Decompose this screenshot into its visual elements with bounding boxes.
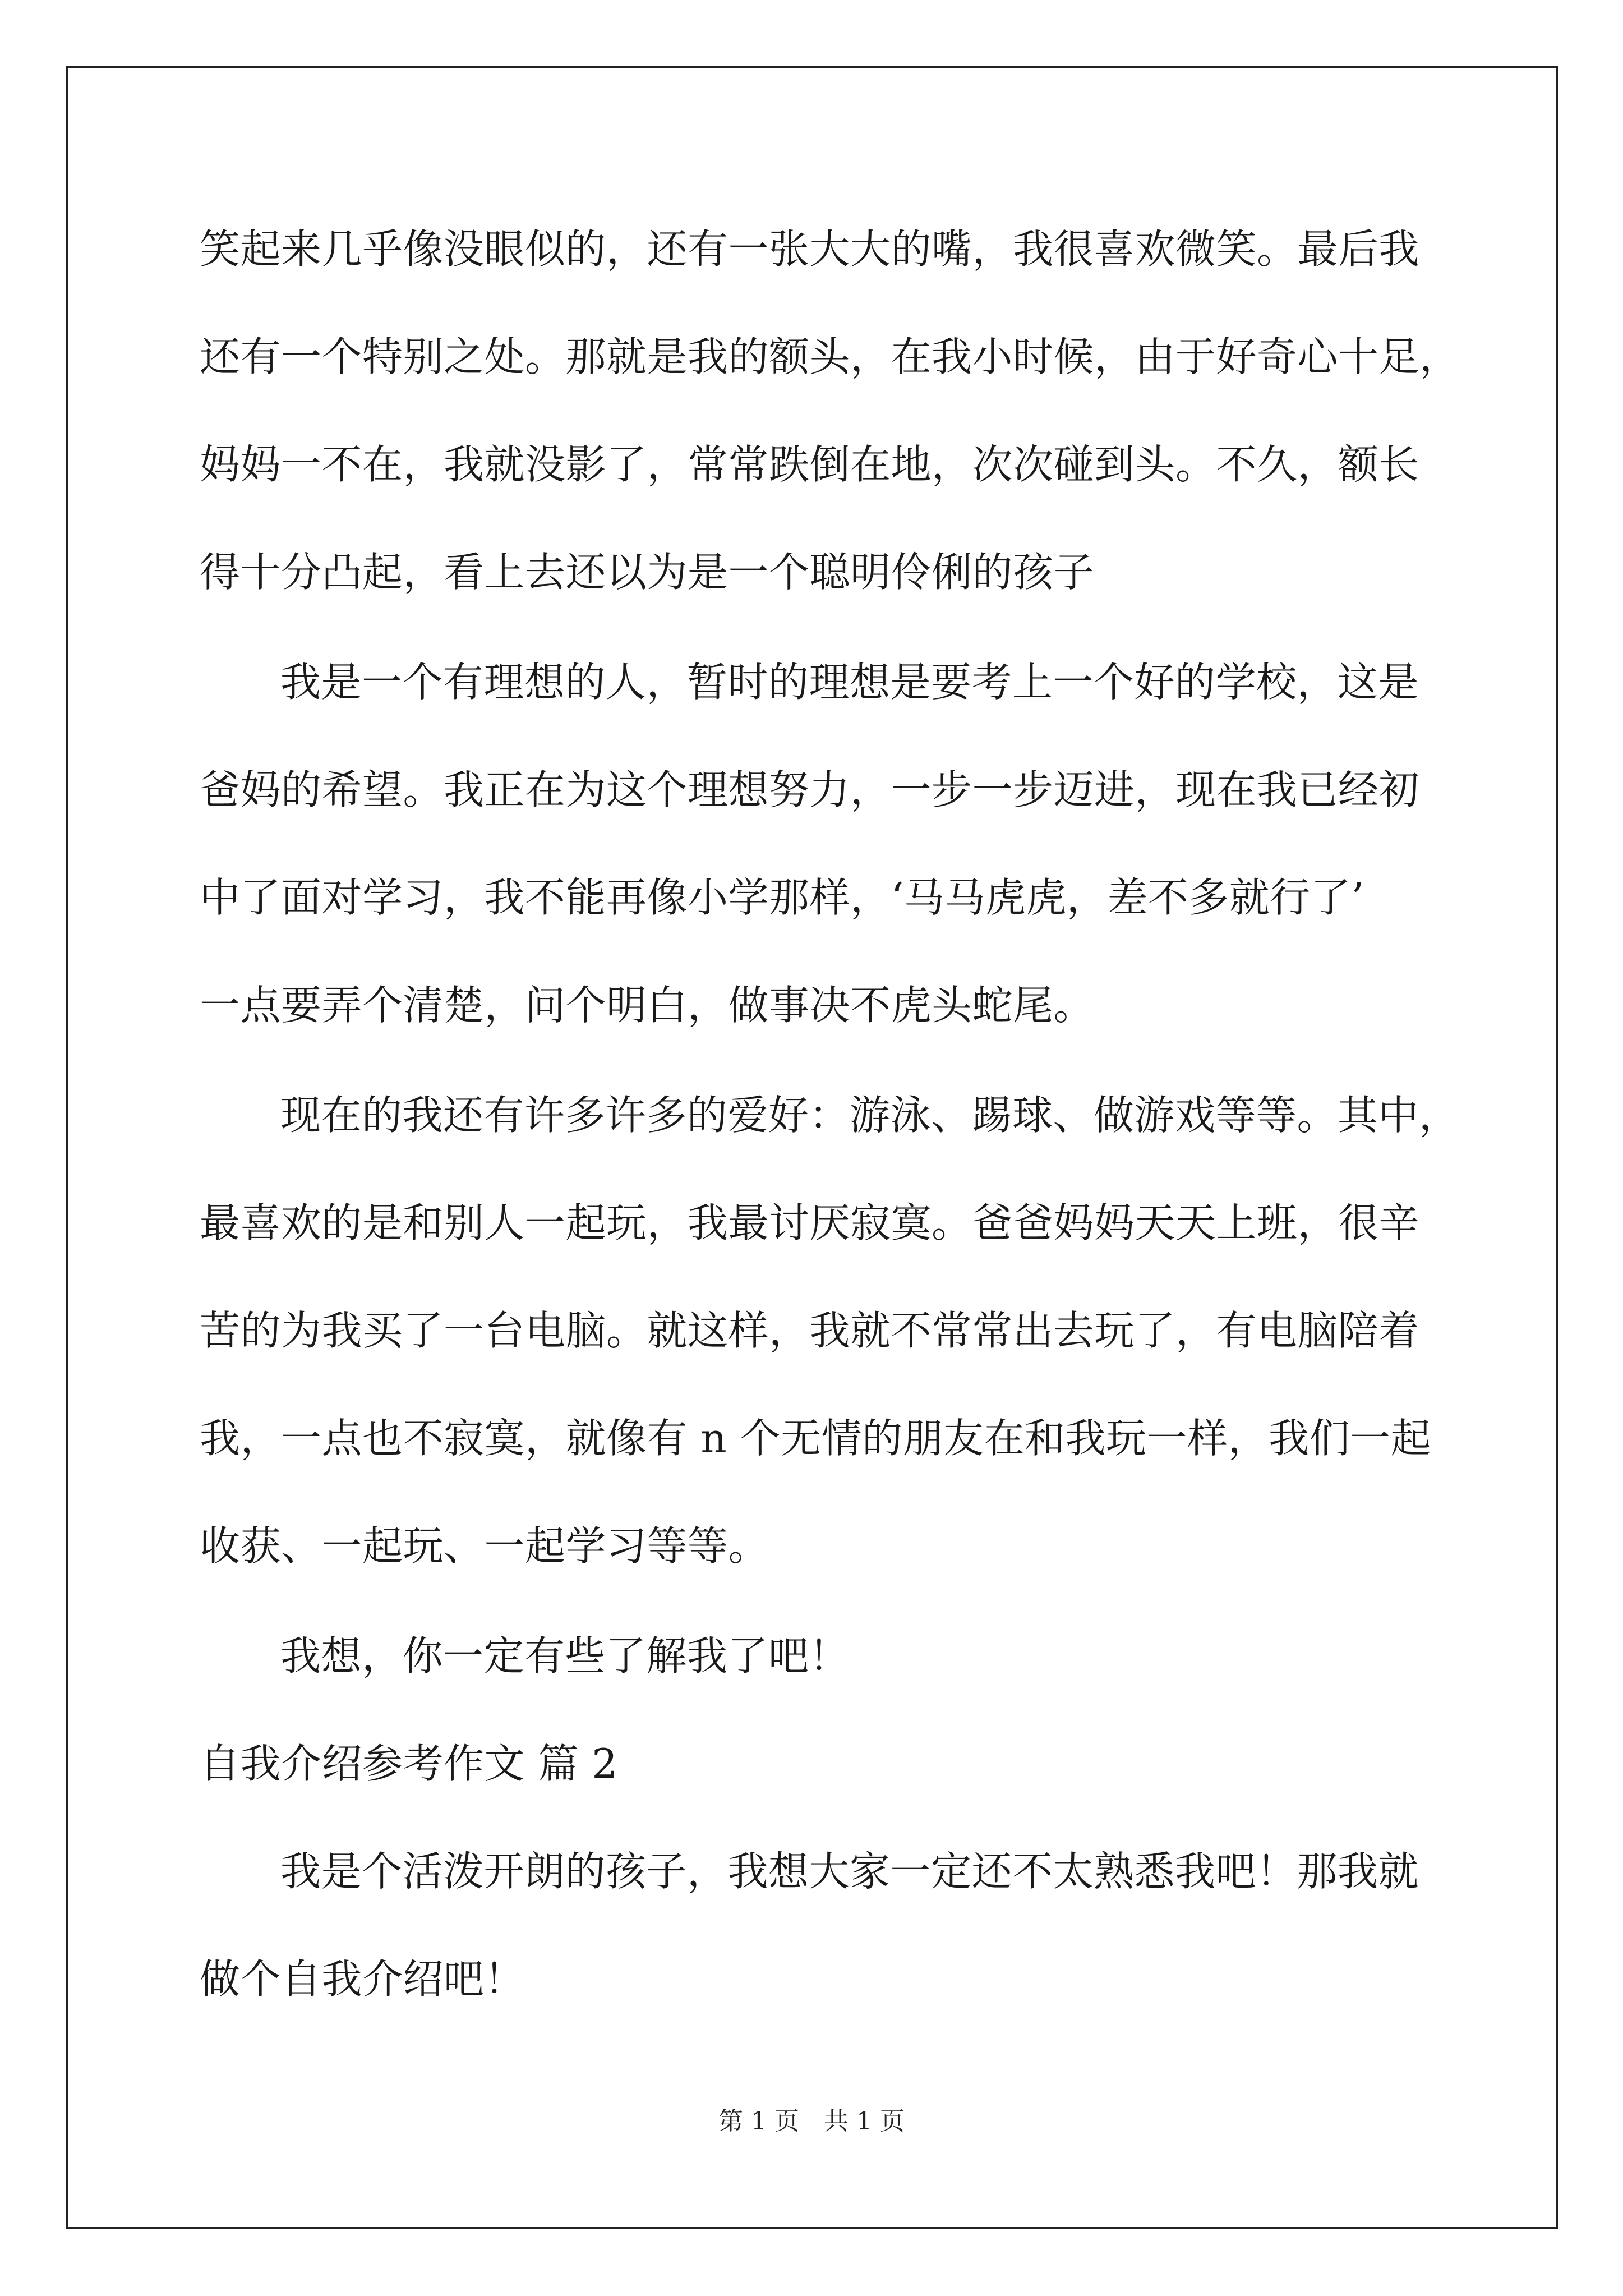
text-line: 还有一个特别之处。那就是我的额头，在我小时候，由于好奇心十足， (200, 333, 1460, 380)
text-line: 笑起来几乎像没眼似的，还有一张大大的嘴，我很喜欢微笑。最后我 (200, 226, 1420, 273)
page-number-footer: 第 1 页 共 1 页 (718, 2107, 905, 2136)
paragraph-start-line: 我想，你一定有些了解我了吧！ (280, 1632, 850, 1680)
text-line: 做个自我介绍吧！ (200, 1955, 525, 2003)
text-line: 苦的为我买了一台电脑。就这样，我就不常常出去玩了，有电脑陪着 (200, 1307, 1420, 1354)
text-line: 我，一点也不寂寞，就像有 n 个无情的朋友在和我玩一样，我们一起 (200, 1415, 1432, 1462)
paragraph-start-line: 现在的我还有许多许多的爱好：游泳、踢球、做游戏等等。其中， (280, 1092, 1460, 1139)
text-line: 一点要弄个清楚，问个明白，做事决不虎头蛇尾。 (200, 982, 1095, 1029)
paragraph-start-line: 我是个活泼开朗的孩子，我想大家一定还不太熟悉我吧！那我就 (280, 1848, 1419, 1895)
section-heading: 自我介绍参考作文 篇 2 (200, 1740, 618, 1787)
text-line: 妈妈一不在，我就没影了，常常跌倒在地，次次碰到头。不久，额长 (200, 441, 1420, 488)
paragraph-start-line: 我是一个有理想的人，暂时的理想是要考上一个好的学校，这是 (280, 659, 1419, 706)
text-line: 爸妈的希望。我正在为这个理想努力，一步一步迈进，现在我已经初 (200, 766, 1420, 813)
text-line: 收获、一起玩、一起学习等等。 (200, 1522, 769, 1570)
text-line: 中了面对学习，我不能再像小学那样，‘马马虎虎，差不多就行了’ (200, 874, 1364, 921)
text-line: 最喜欢的是和别人一起玩，我最讨厌寂寞。爸爸妈妈天天上班，很辛 (200, 1199, 1420, 1246)
text-line: 得十分凸起，看上去还以为是一个聪明伶俐的孩子 (200, 549, 1095, 596)
